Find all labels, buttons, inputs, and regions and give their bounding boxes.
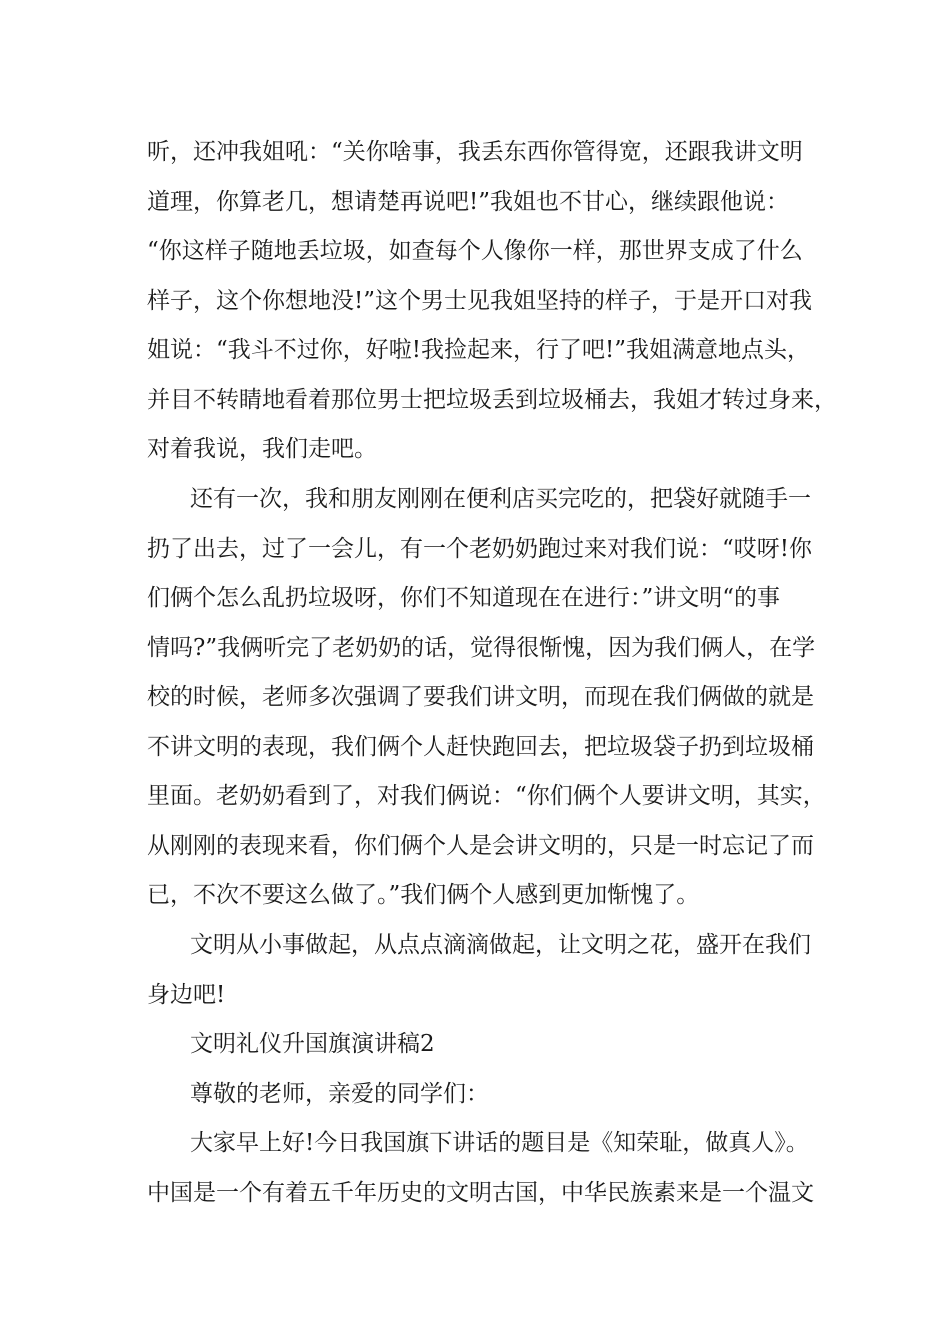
text-line: 身边吧! [147,982,226,1008]
text-line: 姐说：“我斗不过你，好啦!我捡起来，行了吧!”我姐满意地点头， [147,337,811,363]
paragraph-first-line: 文明从小事做起，从点点滴滴做起，让文明之花，盛开在我们 [190,932,811,958]
text-line: 情吗?”我俩听完了老奶奶的话，觉得很惭愧，因为我们俩人，在学 [147,635,816,661]
text-line: 从刚刚的表现来看，你们俩个人是会讲文明的，只是一时忘记了而 [147,833,814,859]
text-line: “你这样子随地丢垃圾，如查每个人像你一样，那世界支成了什么 [147,238,803,264]
paragraph-first-line: 大家早上好!今日我国旗下讲话的题目是《知荣耻，做真人》。 [190,1130,809,1156]
text-line: 校的时候，老师多次强调了要我们讲文明，而现在我们俩做的就是 [147,684,814,710]
text-line: 样子，这个你想地没!”这个男士见我姐坚持的样子，于是开口对我 [147,288,813,314]
text-line: 对着我说，我们走吧。 [147,436,377,462]
text-line: 不讲文明的表现，我们俩个人赶快跑回去，把垃圾袋子扔到垃圾桶 [147,734,814,760]
salutation: 尊敬的老师，亲爱的同学们： [190,1081,489,1107]
text-line: 扔了出去，过了一会儿，有一个老奶奶跑过来对我们说：“哎呀!你 [147,536,813,562]
text-line: 并目不转睛地看着那位男士把垃圾丢到垃圾桶去，我姐才转过身来， [147,387,837,413]
text-line: 们俩个怎么乱扔垃圾呀，你们不知道现在在进行：”讲文明“的事 [147,585,781,611]
text-line: 道理，你算老几，想请楚再说吧!”我姐也不甘心，继续跟他说： [147,189,790,215]
paragraph-first-line: 还有一次，我和朋友刚刚在便利店买完吃的，把袋好就随手一 [190,486,811,512]
text-line: 中国是一个有着五千年历史的文明古国，中华民族素来是一个温文 [147,1180,814,1206]
section-heading: 文明礼仪升国旗演讲稿2 [190,1031,435,1057]
text-line: 已，不次不要这么做了。”我们俩个人感到更加惭愧了。 [147,882,700,908]
text-line: 里面。老奶奶看到了，对我们俩说：“你们俩个人要讲文明，其实， [147,783,826,809]
text-line: 听，还冲我姐吼：“关你啥事，我丢东西你管得宽，还跟我讲文明 [147,139,803,165]
